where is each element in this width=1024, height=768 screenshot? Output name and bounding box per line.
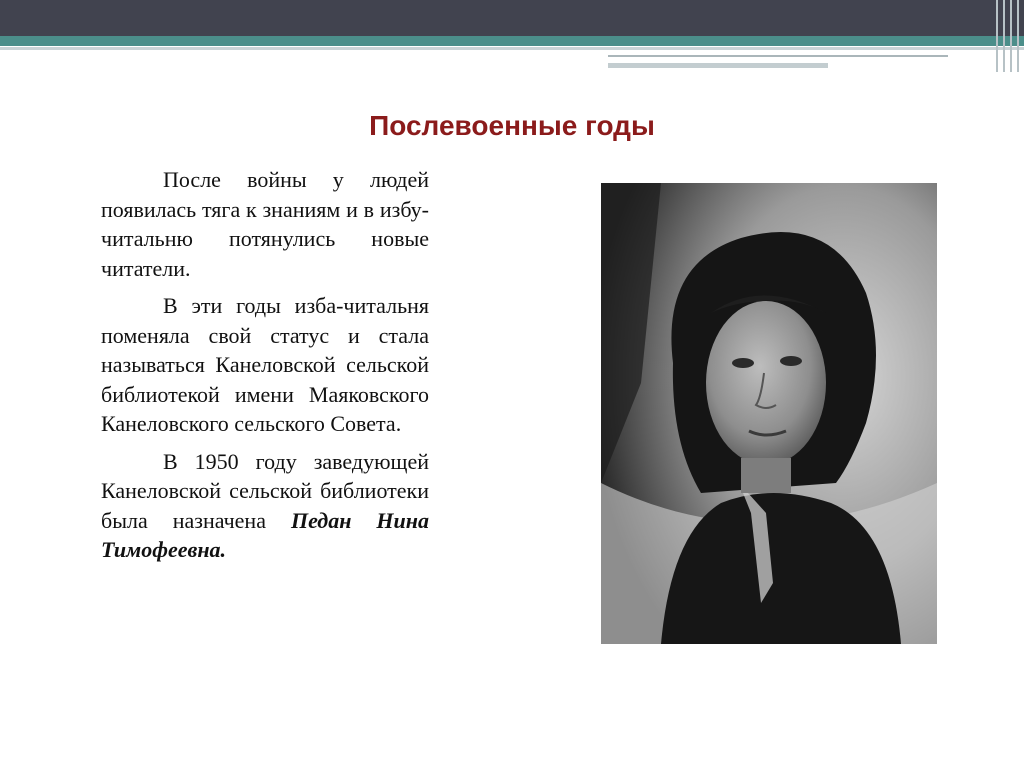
- header-decor-stripe: [996, 0, 998, 72]
- body-paragraph: В эти годы изба-читальня поменяла свой статус и стала называться Канеловской сельской библиотекой имени Маяковского Канеловского сельского Совета.: [101, 293, 429, 436]
- librarian-name: Педан Нина Тимофеевна.: [101, 507, 429, 562]
- header-divider-line: [608, 63, 828, 68]
- body-paragraph: [101, 447, 429, 565]
- header-divider-line: [608, 55, 948, 57]
- body-paragraph: После войны у людей появилась тяга к знаниям и в избу-читальню потянулись новые читатели.: [101, 167, 429, 281]
- header-decor-stripe: [1010, 0, 1012, 72]
- header-decor-stripe: [1003, 0, 1005, 72]
- header-decor-stripe: [1017, 0, 1019, 72]
- header-divider-line: [0, 47, 1024, 50]
- header-band: [0, 0, 1024, 36]
- slide-body-text: [101, 165, 429, 573]
- slide-title: Послевоенные годы: [369, 110, 655, 141]
- portrait-photo: [601, 183, 937, 644]
- paragraph-text: В 1950 году заведующей Канеловской сельской библиотеки была назначена: [101, 448, 429, 533]
- header-accent-band: [0, 36, 1024, 46]
